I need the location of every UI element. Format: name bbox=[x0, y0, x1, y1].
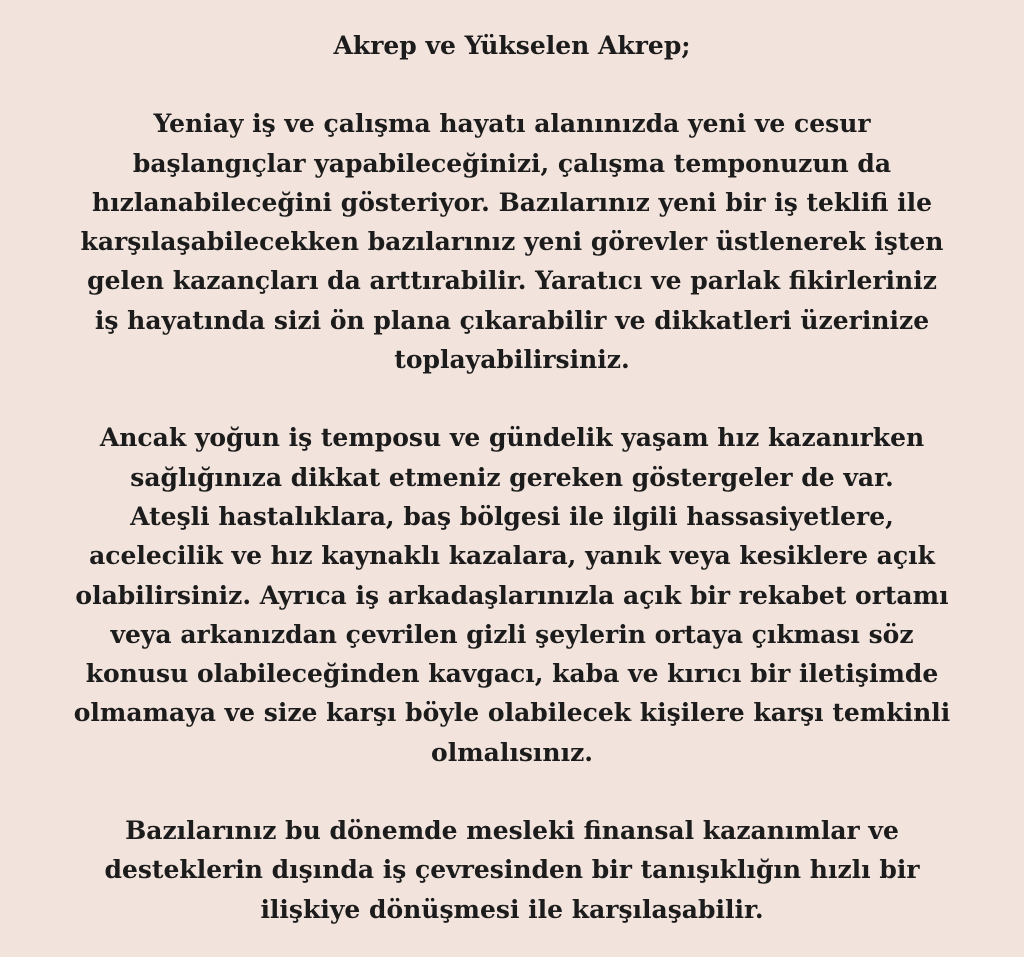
paragraph-2 bbox=[8, 418, 1016, 772]
paragraph-line: Yeniay iş ve çalışma hayatı alanınızda yeni ve cesur bbox=[153, 109, 871, 139]
paragraph-line: olmalısınız. bbox=[431, 737, 593, 767]
paragraph-line: acelecilik ve hız kaynaklı kazalara, yanık veya kesiklere açık bbox=[89, 541, 935, 571]
document-title: Akrep ve Yükselen Akrep; bbox=[333, 31, 691, 60]
paragraph-3 bbox=[8, 811, 1016, 929]
paragraph-line: olmamaya ve size karşı böyle olabilecek kişilere karşı temkinli bbox=[73, 698, 951, 728]
paragraph-line: desteklerin dışında iş çevresinden bir tanışıklığın hızlı bir bbox=[104, 855, 920, 885]
paragraph-line: gelen kazançları da arttırabilir. Yaratıcı ve parlak fikirleriniz bbox=[87, 266, 937, 296]
paragraph-line: veya arkanızdan çevrilen gizli şeylerin ortaya çıkması söz bbox=[110, 619, 914, 649]
paragraph-line: sağlığınıza dikkat etmeniz gereken göstergeler de var. bbox=[130, 462, 894, 492]
paragraph-line: karşılaşabilecekken bazılarınız yeni görevler üstlenerek işten bbox=[80, 227, 944, 257]
paragraph-line: başlangıçlar yapabileceğinizi, çalışma temponuzun da bbox=[132, 148, 892, 178]
paragraph-1 bbox=[8, 104, 1016, 379]
paragraph-line: hızlanabileceğini gösteriyor. Bazılarınız yeni bir iş teklifi ile bbox=[91, 187, 933, 217]
paragraph-line: Ancak yoğun iş temposu ve gündelik yaşam hız kazanırken bbox=[99, 423, 925, 453]
paragraph-line: konusu olabileceğinden kavgacı, kaba ve kırıcı bir iletişimde bbox=[85, 659, 939, 689]
paragraph-line: Bazılarınız bu dönemde mesleki finansal kazanımlar ve bbox=[125, 816, 899, 846]
paragraph-line: ilişkiye dönüşmesi ile karşılaşabilir. bbox=[260, 894, 764, 924]
paragraph-line: Ateşli hastalıklara, baş bölgesi ile ilgili hassasiyetlere, bbox=[130, 501, 894, 531]
paragraph-line: olabilirsiniz. Ayrıca iş arkadaşlarınızla açık bir rekabet ortamı bbox=[75, 580, 949, 610]
paragraph-line: iş hayatında sizi ön plana çıkarabilir ve dikkatleri üzerinize bbox=[94, 305, 930, 335]
paragraph-line: toplayabilirsiniz. bbox=[394, 345, 630, 375]
